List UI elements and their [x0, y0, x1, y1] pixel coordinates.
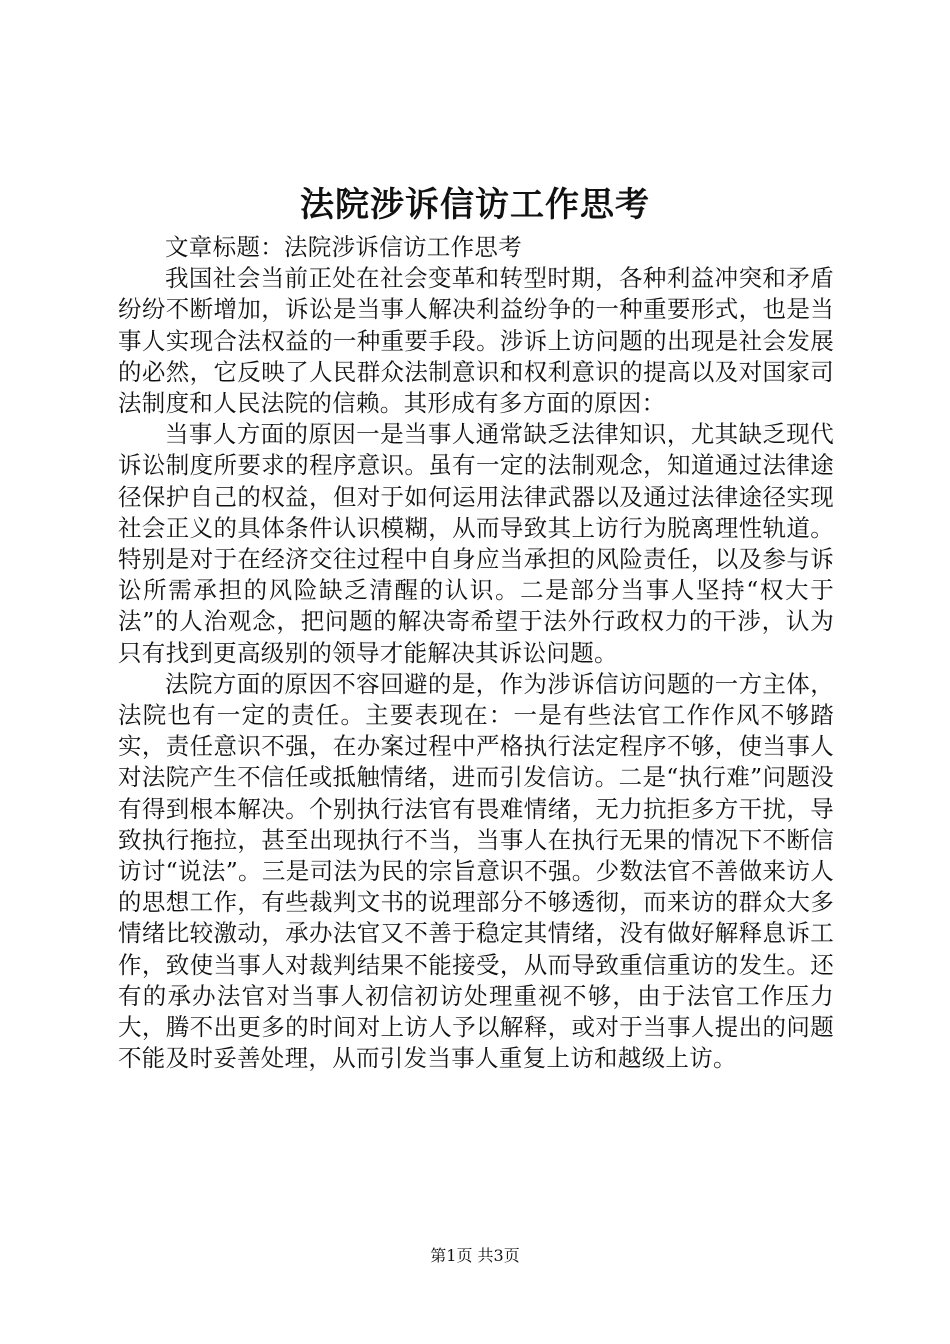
paragraph-court-causes: 法院方面的原因不容回避的是，作为涉诉信访问题的一方主体，法院也有一定的责任。主要表现在：一是有些法官工作作风不够踏实，责任意识不强，在办案过程中严格执行法定程序不够，使当事人对法院产生不信任或抵触情绪，进而引发信访。二是“执行难”问题没有得到根本解决。个别执行法官有畏难情绪，无力抗拒多方干扰，导致执行拖拉，甚至出现执行不当，当事人在执行无果的情况下不断信访讨“说法”。三是司法为民的宗旨意识不强。少数法官不善做来访人的思想工作，有些裁判文书的说理部分不够透彻，而来访的群众大多情绪比较激动，承办法官又不善于稳定其情绪，没有做好解释息诉工作，致使当事人对裁判结果不能接受，从而导致重信重访的发生。还有的承办法官对当事人初信初访处理重视不够，由于法官工作压力大，腾不出更多的时间对上访人予以解释，或对于当事人提出的问题不能及时妥善处理，从而引发当事人重复上访和越级上访。 [118, 669, 834, 1073]
document-title: 法院涉诉信访工作思考 [300, 185, 650, 225]
document-body [118, 232, 834, 1074]
page-footer: 第1页 共3页 [430, 1246, 520, 1265]
paragraph-intro: 我国社会当前正处在社会变革和转型时期，各种利益冲突和矛盾纷纷不断增加，诉讼是当事人解决利益纷争的一种重要形式，也是当事人实现合法权益的一种重要手段。涉诉上访问题的出现是社会发展的必然，它反映了人民群众法制意识和权利意识的提高以及对国家司法制度和人民法院的信赖。其形成有多方面的原因： [118, 264, 834, 418]
paragraph-party-causes: 当事人方面的原因一是当事人通常缺乏法律知识，尤其缺乏现代诉讼制度所要求的程序意识。虽有一定的法制观念，知道通过法律途径保护自己的权益，但对于如何运用法律武器以及通过法律途径实现社会正义的具体条件认识模糊，从而导致其上访行为脱离理性轨道。特别是对于在经济交往过程中自身应当承担的风险责任，以及参与诉讼所需承担的风险缺乏清醒的认识。二是部分当事人坚持“权大于法”的人治观念，把问题的解决寄希望于法外行政权力的干涉，认为只有找到更高级别的领导才能解决其诉讼问题。 [118, 420, 834, 667]
article-title-line: 文章标题：法院涉诉信访工作思考 [165, 233, 522, 261]
